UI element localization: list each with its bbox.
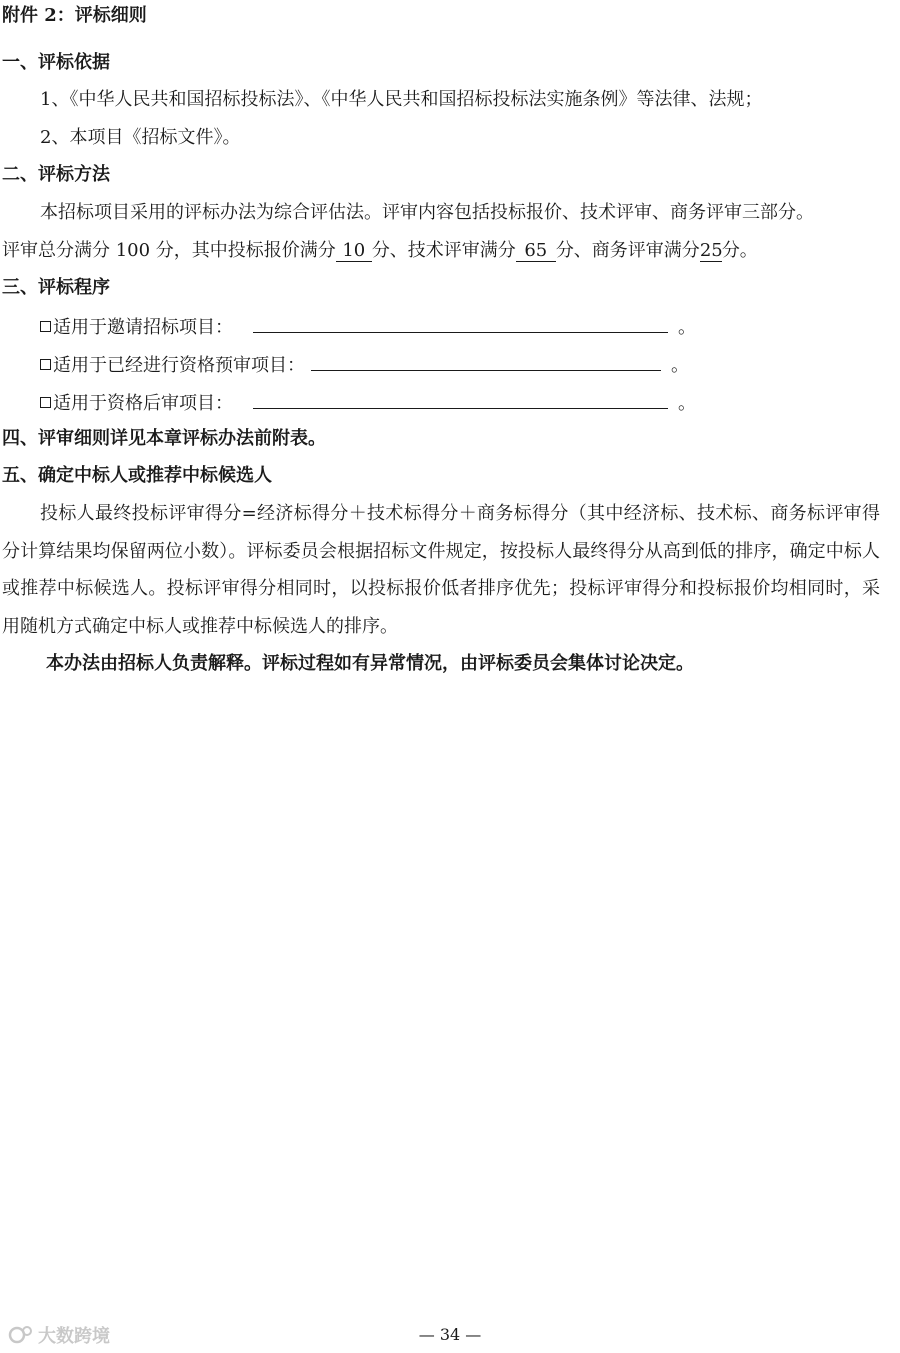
watermark-text: 大数跨境 <box>38 1326 110 1347</box>
procedure-option-postqualified <box>40 390 696 416</box>
blank-line <box>311 352 661 371</box>
option-label: 适用于已经进行资格预审项目： <box>53 355 305 376</box>
section4-heading: 四、评审细则详见本章评标办法前附表。 <box>2 428 326 449</box>
section5-heading: 五、确定中标人或推荐中标候选人 <box>2 465 272 486</box>
end-mark: 。 <box>671 355 689 376</box>
end-mark: 。 <box>678 317 696 338</box>
section2-heading: 二、评标方法 <box>2 164 110 185</box>
checkbox-icon <box>40 397 51 408</box>
section5-note: 本办法由招标人负责解释。评标过程如有异常情况，由评标委员会集体讨论决定。 <box>46 653 694 674</box>
procedure-option-prequalified <box>40 352 689 378</box>
section5-paragraph: 投标人最终投标评审得分=经济标得分＋技术标得分＋商务标得分（其中经济标、技术标、商务标评审得分计算结果均保留两位小数）。评标委员会根据招标文件规定，按投标人最终得分从高到低的排序，确定中标人或推荐中标候选人。投标评审得分相同时，以投标报价低者排序优先；投标评审得分和投标报价均相同时，采用随机方式确定中标人或推荐中标候选人的排序。 <box>2 503 880 637</box>
checkbox-icon <box>40 321 51 332</box>
biz-score-value: 25 <box>699 240 723 261</box>
attachment-title: 附件 2：评标细则 <box>2 5 147 26</box>
blank-line <box>253 390 668 409</box>
end-mark: 。 <box>678 393 696 414</box>
section2-line2-mid2: 分、商务评审满分 <box>555 240 700 261</box>
option-label: 适用于资格后审项目： <box>53 393 233 414</box>
section2-line2-pre: 评审总分满分 100 分，其中投标报价满分 <box>2 240 336 261</box>
section1-item2: 2、本项目《招标文件》。 <box>40 127 241 148</box>
section3-heading: 三、评标程序 <box>2 277 110 298</box>
section2-line2-mid1: 分、技术评审满分 <box>371 240 516 261</box>
section2-line2 <box>2 239 758 263</box>
section1-heading: 一、评标依据 <box>2 52 110 73</box>
price-score-value: 10 <box>336 241 372 262</box>
checkbox-icon <box>40 359 51 370</box>
page-number: — 34 — <box>418 1325 482 1344</box>
section2-line1: 本招标项目采用的评标办法为综合评估法。评审内容包括投标报价、技术评审、商务评审三部分。 <box>40 202 814 223</box>
procedure-option-invited <box>40 314 696 340</box>
section1-item1: 1、《中华人民共和国招标投标法》、《中华人民共和国招标投标法实施条例》等法律、法规； <box>40 89 763 110</box>
tech-score-value: 65 <box>516 241 556 262</box>
section2-line2-end: 分。 <box>721 240 758 261</box>
option-label: 适用于邀请招标项目： <box>53 317 233 338</box>
blank-line <box>253 314 668 333</box>
